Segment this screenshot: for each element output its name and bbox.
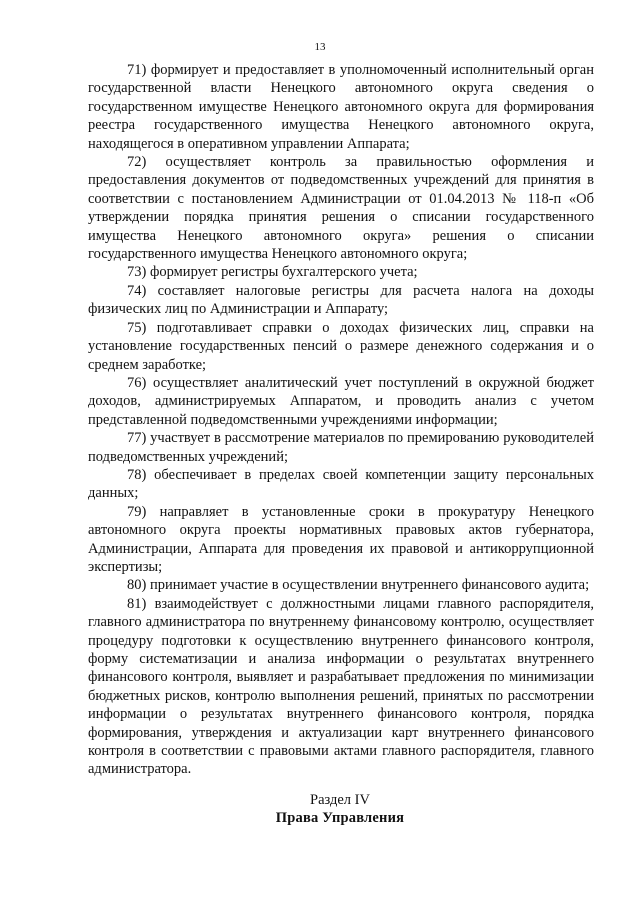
section-heading	[0, 791, 640, 828]
paragraph-76: 76) осуществляет аналитический учет поступлений в окружной бюджет доходов, администрируемых Аппаратом, и проводить анализ с учетом представленной подведомственными учреждениями информации;	[88, 374, 594, 428]
paragraph-73: 73) формирует регистры бухгалтерского учета;	[127, 264, 418, 281]
section-title: Права Управления	[275, 810, 405, 827]
paragraph-74: 74) составляет налоговые регистры для расчета налога на доходы физических лиц по Администрации и Аппарату;	[88, 282, 594, 318]
paragraph-79: 79) направляет в установленные сроки в прокуратуру Ненецкого автономного округа проекты нормативных правовых актов губернатора, Администрации, Аппарата для проведения их правовой и антикоррупционной экспертизы;	[88, 503, 594, 575]
document-body	[88, 61, 594, 779]
paragraph-81: 81) взаимодействует с должностными лицами главного распорядителя, главного администратора по внутреннему финансовому контролю, осуществляет процедуру подготовки к осуществлению внутреннего финансового контроля, форму систематизации и анализа информации о результатах внутреннего финансового контроля, выявляет и разрабатывает предложения по минимизации бюджетных рисков, контролю выполнения решений, принятых по рассмотрении информации о результатах внутреннего финансового контроля, порядка формирования, утверждения и актуализации карт внутреннего финансового контроля в соответствии с правовыми актами главного распорядителя, главного администратора.	[88, 595, 594, 778]
paragraph-72: 72) осуществляет контроль за правильностью оформления и предоставления документов от подведомственных учреждений для принятия в соответствии с постановлением Администрации от 01.04.2013 № 118-п «Об утверждении порядка принятия решения о списании государственного имущества Ненецкого автономного округа» решения о списании государственного имущества Ненецкого автономного округа;	[88, 154, 594, 263]
paragraph-71: 71) формирует и предоставляет в уполномоченный исполнительный орган государственной власти Ненецкого автономного округа сведения о государственном имуществе Ненецкого автономного округа для формирования реестра государственного имущества Ненецкого автономного округа, находящегося в оперативном управлении Аппарата;	[88, 62, 594, 152]
paragraph-78: 78) обеспечивает в пределах своей компетенции защиту персональных данных;	[88, 466, 594, 502]
page-number: 13	[314, 41, 326, 53]
section-label: Раздел IV	[310, 792, 370, 808]
paragraph-77: 77) участвует в рассмотрение материалов по премированию руководителей подведомственных учреждений;	[88, 430, 594, 465]
paragraph-80: 80) принимает участие в осуществлении внутреннего финансового аудита;	[127, 577, 590, 594]
paragraph-75: 75) подготавливает справки о доходах физических лиц, справки на установление государственных пенсий о размере денежного содержания и о среднем заработке;	[88, 319, 594, 373]
